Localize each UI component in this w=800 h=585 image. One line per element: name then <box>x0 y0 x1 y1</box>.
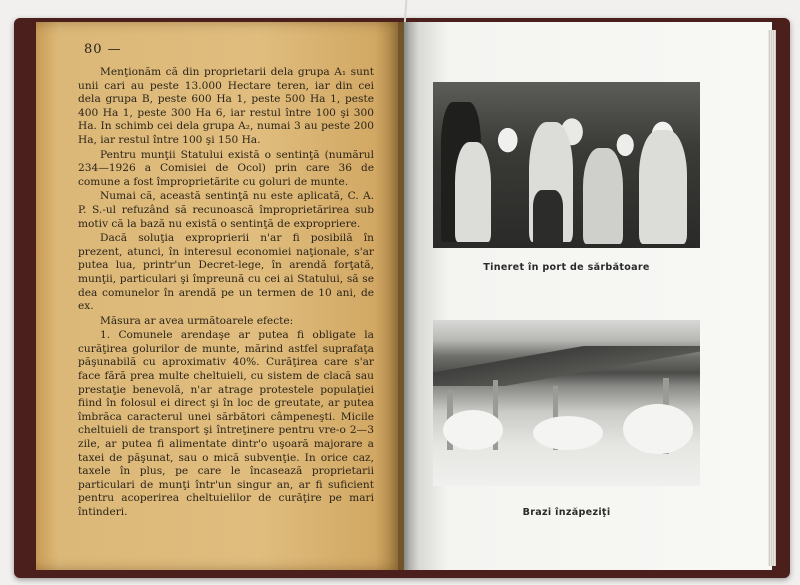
photo-caption: Brazi înzăpeziţi <box>522 507 611 518</box>
paragraph: Menţionăm că din proprietarii dela grupa A₁ sunt unii cari au peste 13.000 Hectare teren, iar din cei dela grupa B, peste 600 Ha 1, peste 500 Ha 1, peste 400 Ha 1, peste 300 Ha 6, iar restul între 100 şi 300 Ha. In schimb cei dela grupa A₂, numai 3 au peste 200 Ha, iar restul între 100 şi 150 Ha. <box>78 66 374 146</box>
photo-caption: Tineret în port de sărbătoare <box>483 262 650 273</box>
photo-snow-mound <box>623 404 693 454</box>
page-number: 80 — <box>84 42 122 57</box>
paragraph: Numai că, această sentinţă nu este aplicată, C. A. P. S.-ul refuzând să recunoască împroprietărirea sub motiv că la bază nu există o sentinţă de expropriere. <box>78 190 374 230</box>
paragraph: Măsura ar avea următoarele efecte: <box>100 314 294 327</box>
book-gutter <box>398 22 410 570</box>
photo-youth-costume <box>433 82 700 248</box>
paragraph: Pentru munţii Statului există o sentinţă (numărul 234—1926 a Comisiei de Ocol) prin care 36 de comune a fost împroprietărite cu goluri de munte. <box>78 148 374 188</box>
photo-figure-shadow <box>533 190 563 244</box>
photo-mountain-ridge <box>433 346 700 386</box>
body-text <box>78 66 374 520</box>
photo-snowy-firs <box>433 320 700 486</box>
page-edges <box>768 30 776 566</box>
photo-snow-mound <box>443 410 503 450</box>
paragraph: Dacă soluţia exproprierii n'ar fi posibilă în prezent, atunci, în interesul economiei naţionale, s'ar putea lua, printr'un Decret-lege, în arendă forţată, munţii, particulari şi împreună cu cei ai Statului, să se dea comunelor în arendă pe un termen de 10 ani, de ex. <box>78 232 374 313</box>
paragraph: 1. Comunele arendaşe ar putea fi obligate la curăţirea golurilor de munte, mărind astfel suprafaţa păşunabilă cu aproximativ 40%. Curăţirea care s'ar face fără prea multe cheltuieli, cu sistem de clacă sau prestaţie benevolă, n'ar atrage protestele populaţiei fiind în folosul ei direct şi în loc de greutate, ar putea îmbrăca caracterul unei sărbători câmpeneşti. Micile cheltuieli de transport şi întreţinere pentru vre-o 2—3 zile, ar putea fi alimentate dintr'o uşoară majorare a taxei de păşunat, sau o mică subvenţie. In orice caz, taxele în plus, pe care le încasează proprietarii particulari de munţi într'un singur an, ar fi suficient pentru acoperirea cheltuielilor de curăţire pe mari întinderi. <box>78 329 374 518</box>
photo-snow-mound <box>533 416 603 450</box>
photo-figure <box>455 142 491 242</box>
photo-figure <box>639 130 687 244</box>
photo-figure <box>583 148 623 244</box>
